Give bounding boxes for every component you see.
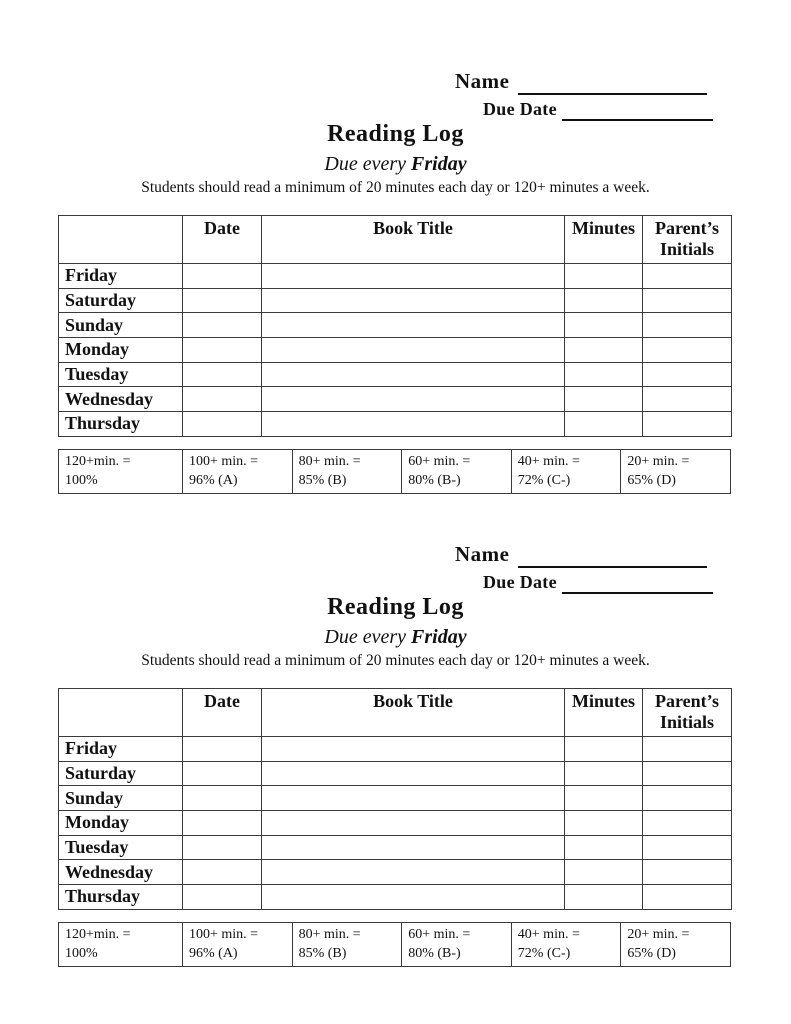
due-date-blank-line [562,103,713,121]
day-label: Thursday [59,412,183,437]
day-label: Monday [59,811,183,836]
initials-cell [643,412,732,437]
initials-cell [643,835,732,860]
grade-value: 65% (D) [627,946,676,961]
date-cell [183,811,262,836]
date-cell [183,835,262,860]
table-row [59,786,732,811]
grade-minutes: 120+min. = [65,454,131,469]
grade-minutes: 100+ min. = [189,927,259,942]
grading-scale-table [58,922,731,967]
grade-minutes: 100+ min. = [189,454,259,469]
table-row [59,761,732,786]
grade-value: 96% (A) [189,946,238,961]
grade-minutes: 60+ min. = [408,454,471,469]
initials-cell [643,338,732,363]
reading-log-form-2 [0,473,791,961]
day-label: Saturday [59,761,183,786]
initials-cell [643,885,732,910]
table-row [59,835,732,860]
date-cell [183,288,262,313]
book-title-cell [262,811,565,836]
book-title-cell [262,288,565,313]
grade-value: 80% (B-) [408,473,461,488]
book-title-cell [262,412,565,437]
date-cell [183,412,262,437]
instruction-text: Students should read a minimum of 20 minutes each day or 120+ minutes a week. [141,652,650,669]
name-blank-line [518,76,707,95]
grade-minutes: 40+ min. = [517,927,580,942]
book-title-column-header: Book Title [262,689,565,737]
date-cell [183,860,262,885]
grade-cell [621,923,731,967]
grade-minutes: 80+ min. = [298,454,361,469]
date-cell [183,737,262,762]
due-date-blank-line [562,576,713,594]
grading-scale-row [59,923,731,967]
initials-cell [643,387,732,412]
date-cell [183,885,262,910]
grade-value: 85% (B) [298,946,347,961]
date-cell [183,338,262,363]
grade-value: 65% (D) [627,473,676,488]
book-title-cell [262,737,565,762]
minutes-cell [565,761,643,786]
grade-minutes: 20+ min. = [627,927,690,942]
grade-minutes: 40+ min. = [517,454,580,469]
book-title-cell [262,835,565,860]
minutes-cell [565,264,643,289]
initials-cell [643,737,732,762]
initials-cell [643,362,732,387]
date-column-header: Date [183,689,262,737]
minutes-cell [565,835,643,860]
day-column-header [59,216,183,264]
minutes-cell [565,885,643,910]
date-cell [183,313,262,338]
date-cell [183,786,262,811]
parents-initials-column-header: Parent’s Initials [643,689,732,737]
table-row [59,412,732,437]
grade-minutes: 60+ min. = [408,927,471,942]
table-row [59,860,732,885]
form-title: Reading Log [327,594,464,620]
date-cell [183,761,262,786]
table-row [59,811,732,836]
header-row [59,689,732,737]
grade-value: 85% (B) [298,473,347,488]
book-title-cell [262,338,565,363]
book-title-cell [262,387,565,412]
book-title-column-header: Book Title [262,216,565,264]
book-title-cell [262,885,565,910]
day-label: Tuesday [59,362,183,387]
header-row [59,216,732,264]
day-label: Wednesday [59,860,183,885]
book-title-cell [262,860,565,885]
day-label: Saturday [59,288,183,313]
day-column-header [59,689,183,737]
initials-cell [643,811,732,836]
minutes-column-header: Minutes [565,216,643,264]
minutes-cell [565,412,643,437]
grade-minutes: 20+ min. = [627,454,690,469]
minutes-cell [565,362,643,387]
initials-cell [643,786,732,811]
day-label: Monday [59,338,183,363]
grade-cell [511,923,621,967]
due-date-label: Due Date [483,572,557,592]
name-blank-line [518,549,707,568]
book-title-cell [262,786,565,811]
grade-value: 80% (B-) [408,946,461,961]
name-label: Name [455,69,510,93]
instruction-text: Students should read a minimum of 20 minutes each day or 120+ minutes a week. [141,179,650,196]
minutes-cell [565,737,643,762]
date-cell [183,362,262,387]
parents-initials-column-header: Parent’s Initials [643,216,732,264]
grade-cell [183,923,293,967]
day-label: Wednesday [59,387,183,412]
reading-log-form-1 [0,0,791,488]
day-label: Tuesday [59,835,183,860]
grade-value: 72% (C-) [517,946,571,961]
minutes-cell [565,288,643,313]
grade-minutes: 80+ min. = [298,927,361,942]
table-row [59,313,732,338]
day-label: Sunday [59,786,183,811]
due-date-label: Due Date [483,99,557,119]
subtitle-emphasis: Friday [411,626,467,648]
minutes-column-header: Minutes [565,689,643,737]
initials-cell [643,860,732,885]
book-title-cell [262,362,565,387]
table-row [59,737,732,762]
day-label: Thursday [59,885,183,910]
book-title-cell [262,761,565,786]
day-label: Sunday [59,313,183,338]
form-subtitle [0,626,791,649]
table-row [59,288,732,313]
grade-value: 72% (C-) [517,473,571,488]
date-column-header: Date [183,216,262,264]
subtitle-prefix: Due every [324,626,407,648]
table-row [59,362,732,387]
initials-cell [643,288,732,313]
reading-log-table [58,688,732,910]
day-label: Friday [59,264,183,289]
date-cell [183,387,262,412]
grade-minutes: 120+min. = [65,927,131,942]
form-subtitle [0,153,791,176]
minutes-cell [565,786,643,811]
grade-cell [59,923,183,967]
table-row [59,885,732,910]
initials-cell [643,761,732,786]
initials-cell [643,313,732,338]
minutes-cell [565,860,643,885]
grade-value: 96% (A) [189,473,238,488]
minutes-cell [565,811,643,836]
reading-log-table [58,215,732,437]
name-label: Name [455,542,510,566]
minutes-cell [565,387,643,412]
initials-cell [643,264,732,289]
minutes-cell [565,313,643,338]
book-title-cell [262,264,565,289]
grade-cell [402,923,512,967]
table-row [59,387,732,412]
book-title-cell [262,313,565,338]
subtitle-prefix: Due every [324,153,407,175]
minutes-cell [565,338,643,363]
day-label: Friday [59,737,183,762]
grade-value: 100% [65,946,98,961]
grade-value: 100% [65,473,98,488]
grade-cell [292,923,402,967]
date-cell [183,264,262,289]
form-title: Reading Log [327,121,464,147]
subtitle-emphasis: Friday [411,153,467,175]
table-row [59,338,732,363]
table-row [59,264,732,289]
